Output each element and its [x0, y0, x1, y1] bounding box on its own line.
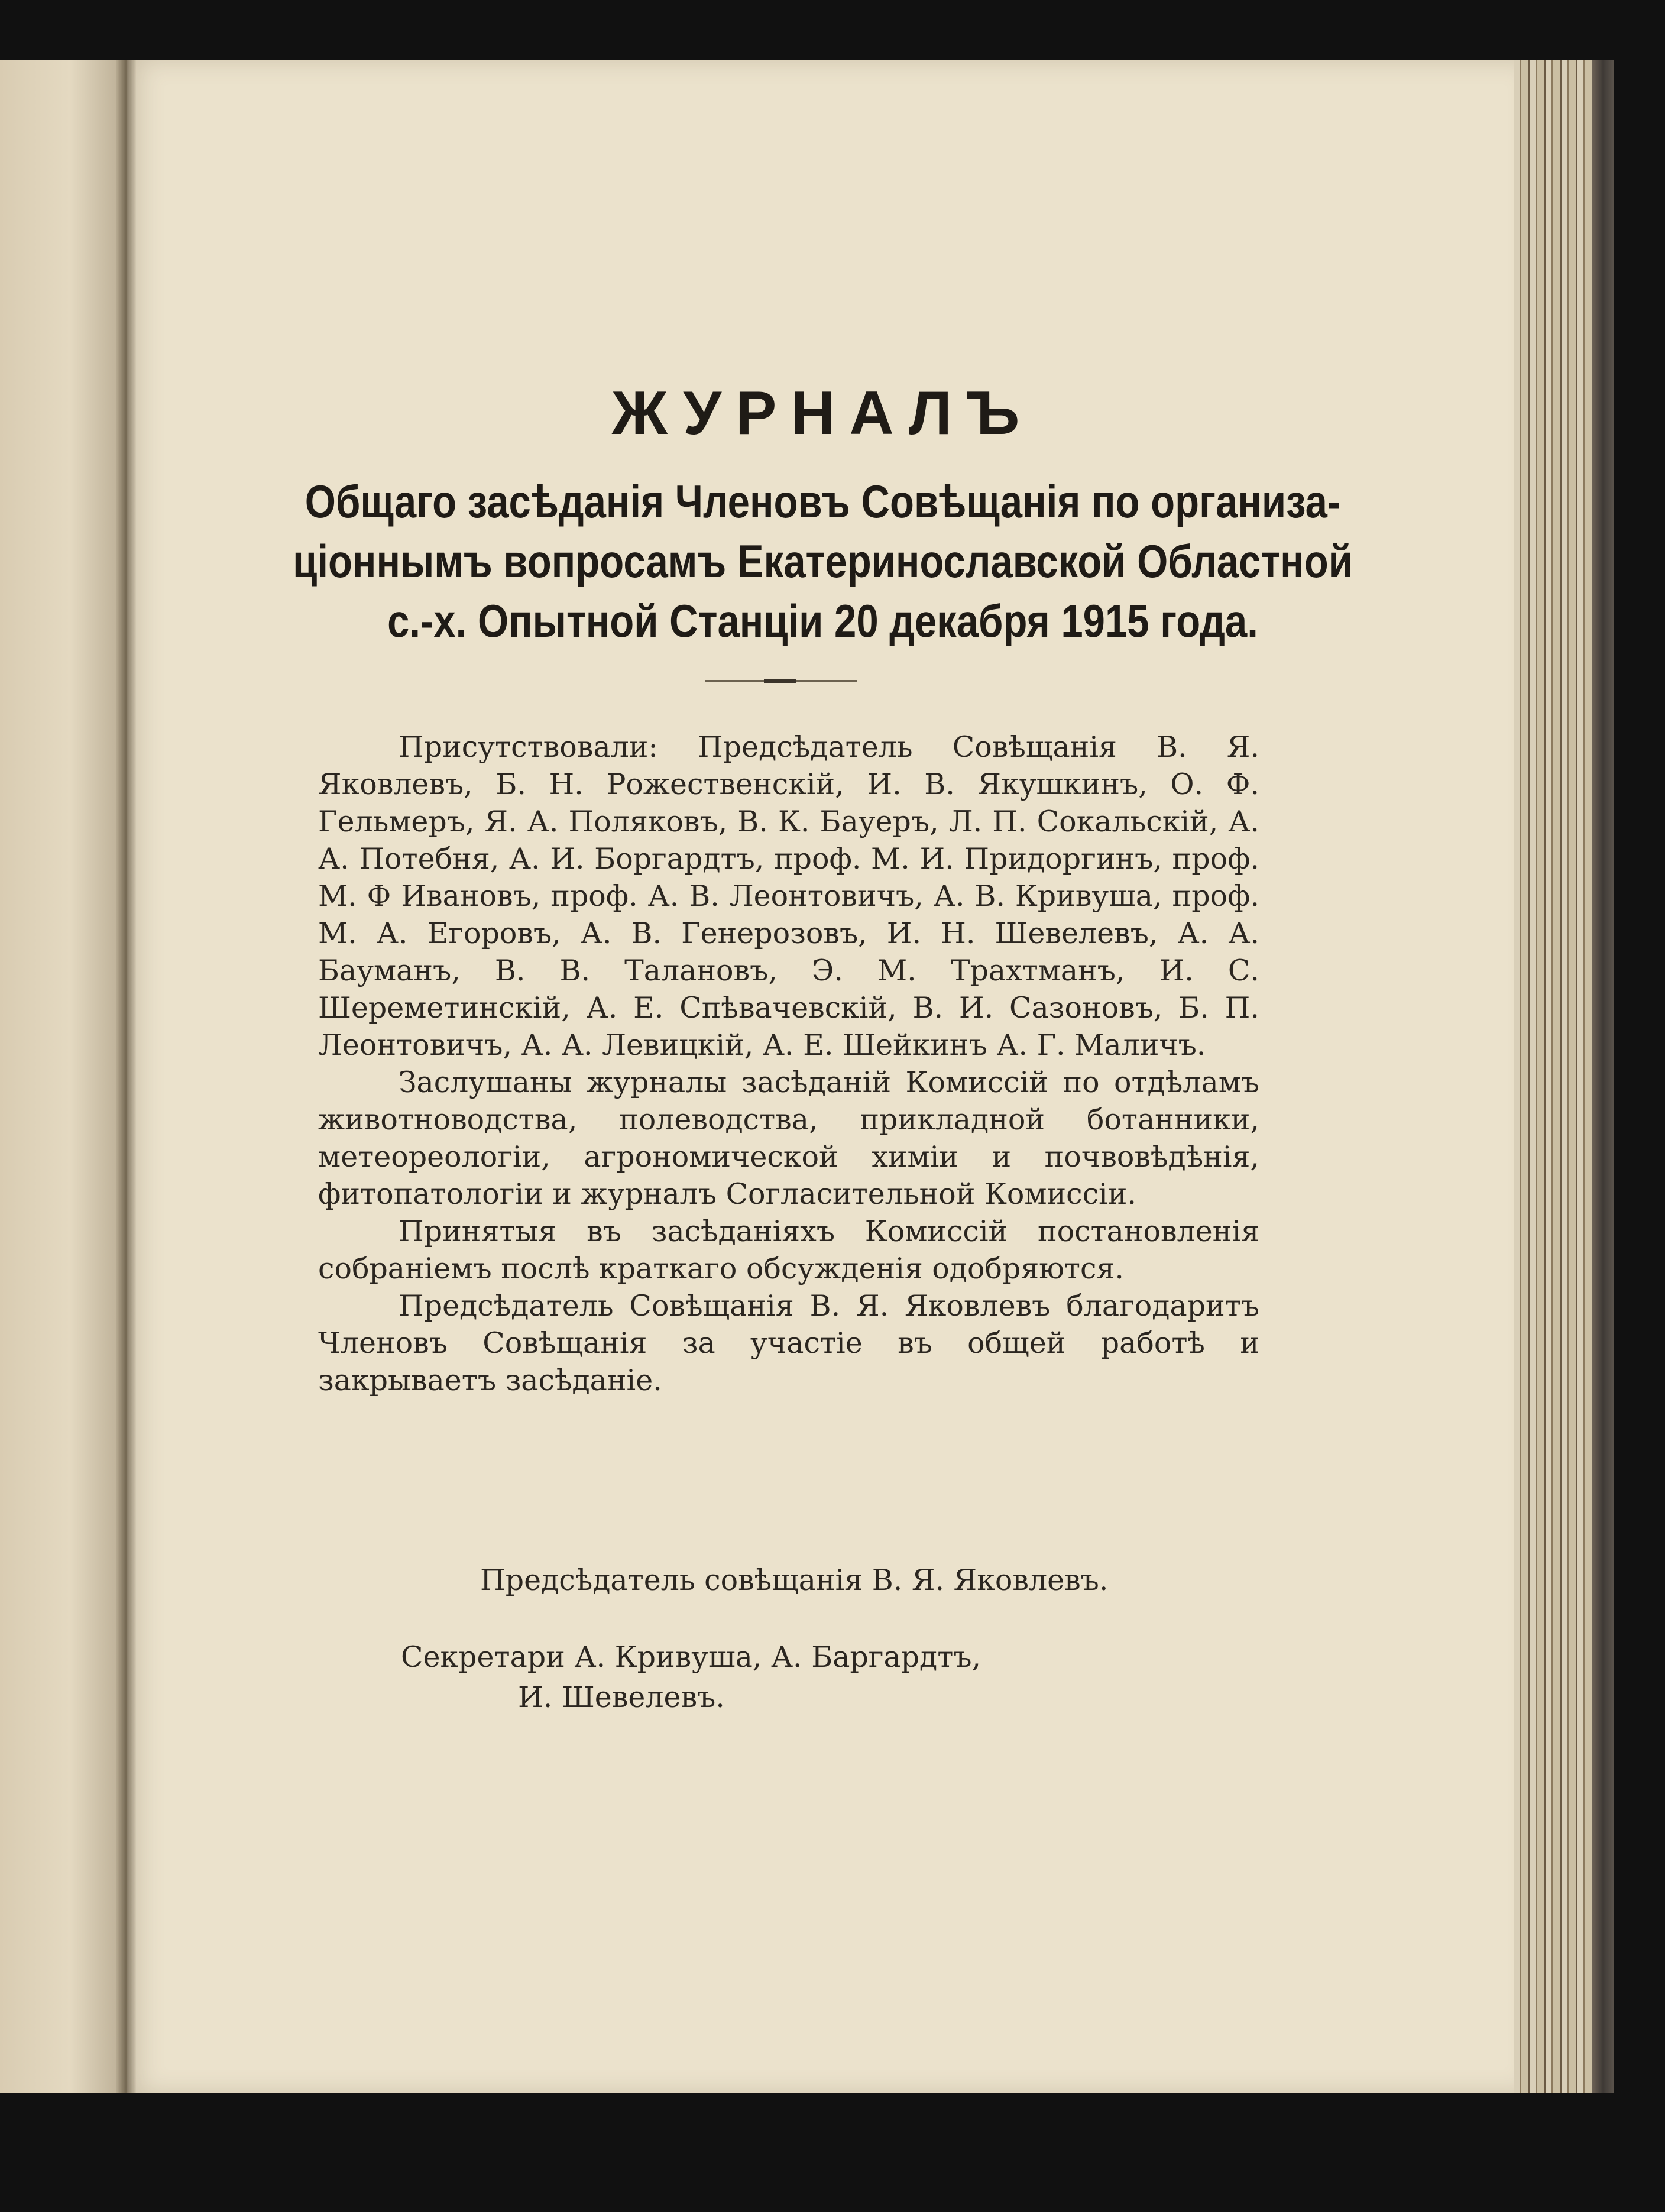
- body-paragraph: Предсѣдатель Совѣщанія В. Я. Яковлевъ благодаритъ Членовъ Совѣщанія за участіе въ общей работѣ и закрываетъ засѣданіе.: [318, 1289, 1259, 1397]
- page-edges: [1514, 60, 1600, 2093]
- subtitle-line: ціоннымъ вопросамъ Екатеринославской Областной: [293, 535, 1353, 587]
- document-body: [318, 728, 1259, 1399]
- subtitle-line: с.-х. Опытной Станціи 20 декабря 1915 года.: [387, 595, 1258, 647]
- title-divider-mark: [764, 679, 796, 683]
- body-paragraph: Принятыя въ засѣданіяхъ Комиссій постановленія собраніемъ послѣ краткаго обсужденія одобряются.: [318, 1215, 1259, 1285]
- left-page: [0, 60, 127, 2093]
- document-title: ЖУРНАЛЪ: [611, 379, 1034, 448]
- subtitle-line: Общаго засѣданія Членовъ Совѣщанія по организа-: [305, 475, 1341, 527]
- chairman-signature: Предсѣдатель совѣщанія В. Я. Яковлевъ.: [480, 1563, 1109, 1597]
- body-paragraph: Заслушаны журналы засѣданій Комиссій по отдѣламъ животноводства, полеводства, прикладной ботанники, метеореологіи, агрономической химіи и почвовѣдѣнія, фитопатологіи и журналъ Согласительной Комиссіи.: [318, 1065, 1259, 1211]
- attendees-paragraph: Присутствовали: Предсѣдатель Совѣщанія В. Я. Яковлевъ, Б. Н. Рожественскій, И. В. Якушкинъ, О. Ф. Гельмеръ, Я. А. Поляковъ, В. К. Бауеръ, Л. П. Сокальскій, А. А. Потебня, А. И. Боргардтъ, проф. М. И. Придоргинъ, проф. М. Ф Ивановъ, проф. А. В. Леонтовичъ, А. В. Кривуша, проф. М. А. Егоровъ, А. В. Генерозовъ, И. Н. Шевелевъ, А. А. Бауманъ, В. В. Талановъ, Э. М. Трахтманъ, И. С. Шереметинскій, А. Е. Спѣвачевскій, В. И. Сазоновъ, Б. П. Леонтовичъ, А. А. Левицкій, А. Е. Шейкинъ А. Г. Маличъ.: [318, 730, 1259, 1062]
- document-subtitle: [225, 472, 1421, 651]
- book-cover-edge: [1592, 60, 1614, 2093]
- secretaries-signature-continued: И. Шевелевъ.: [518, 1680, 725, 1714]
- book-gutter: [116, 60, 136, 2093]
- secretaries-signature: Секретари А. Кривуша, А. Баргардтъ,: [401, 1640, 981, 1674]
